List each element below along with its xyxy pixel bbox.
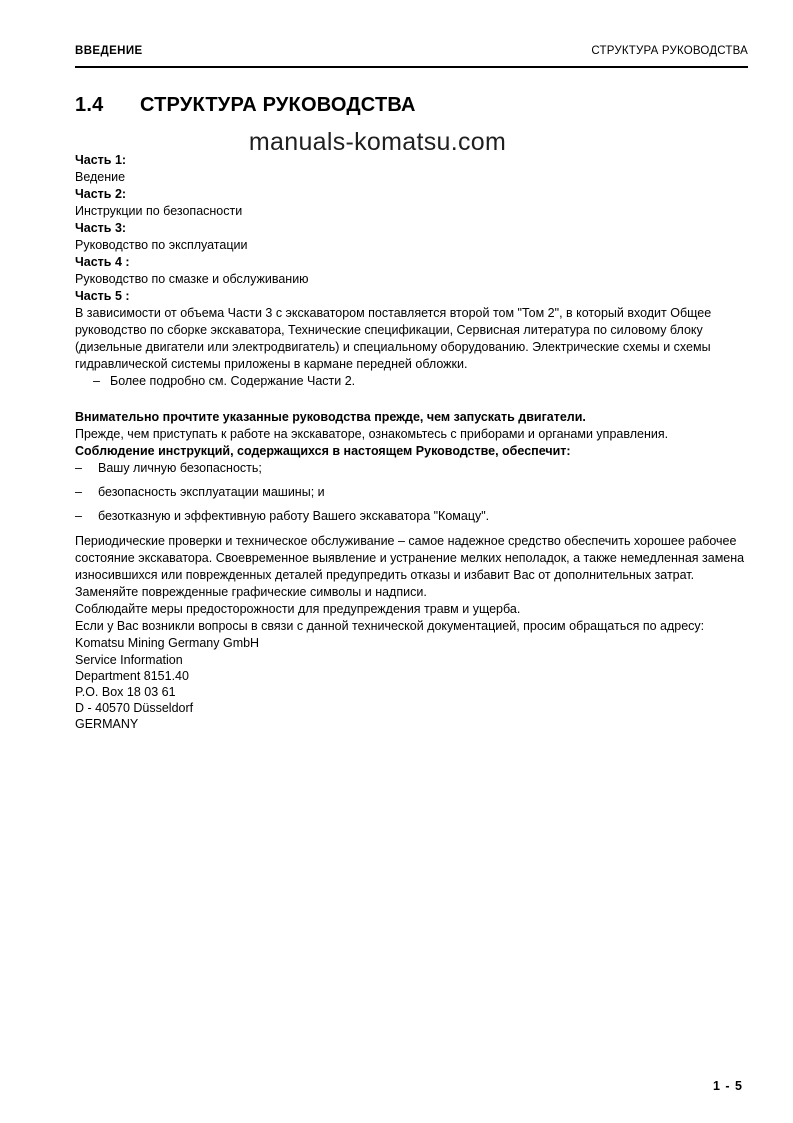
benefits-list [75, 460, 748, 525]
dash-marker: – [75, 485, 82, 499]
benefit-item [75, 484, 748, 501]
part-5-note-text: Более подробно см. Содержание Части 2. [110, 374, 356, 388]
section-number: 1.4 [75, 94, 104, 116]
part-4-label: Часть 4 : [75, 255, 130, 269]
address-line: D - 40570 Düsseldorf [75, 701, 194, 715]
part-2-label: Часть 2: [75, 187, 127, 201]
dash-marker: – [75, 461, 82, 475]
address-line: GERMANY [75, 717, 139, 731]
company-name: Komatsu Mining Germany GmbH [75, 636, 260, 650]
benefit-text: безопасность эксплуатации машины; и [98, 485, 325, 499]
header-left-title: ВВЕДЕНИЕ [75, 45, 143, 57]
paragraph-contact: Если у Вас возникли вопросы в связи с данной технической документацией, просим обращаться по адресу: [75, 619, 705, 633]
paragraph-symbols: Заменяйте поврежденные графические символы и надписи. [75, 585, 427, 599]
address-block [75, 652, 748, 732]
address-line: P.O. Box 18 03 61 [75, 685, 176, 699]
running-header [75, 45, 748, 57]
benefit-text: безотказную и эффективную работу Вашего экскаватора "Комацу". [98, 509, 490, 523]
document-body [75, 152, 748, 732]
paragraph-precautions: Соблюдайте меры предосторожности для предупреждения травм и ущерба. [75, 602, 521, 616]
part-2-body: Инструкции по безопасности [75, 204, 243, 218]
dash-marker: – [93, 374, 100, 388]
page-number: 1 - 5 [712, 1079, 743, 1093]
benefit-item [75, 508, 748, 525]
notice-compliance: Соблюдение инструкций, содержащихся в настоящем Руководстве, обеспечит: [75, 444, 571, 458]
part-4-body: Руководство по смазке и обслуживанию [75, 272, 309, 286]
part-3-label: Часть 3: [75, 221, 127, 235]
paragraph-familiarize: Прежде, чем приступать к работе на экскаваторе, ознакомьтесь с приборами и органами управления. [75, 427, 669, 441]
part-3-body: Руководство по эксплуатации [75, 238, 248, 252]
paragraph-maintenance: Периодические проверки и техническое обслуживание – самое надежное средство обеспечить хорошее рабочее состояние экскаватора. Своевременное выявление и устранение мелких неполадок, а также немедленная замена износившихся или поврежденных деталей предупредить отказы и избавит Вас от дополнительных затрат. [75, 534, 745, 582]
part-5-note-item [75, 373, 748, 390]
part-1-label: Часть 1: [75, 153, 127, 167]
page-title: СТРУКТУРА РУКОВОДСТВА [140, 94, 416, 116]
header-right-title: СТРУКТУРА РУКОВОДСТВА [591, 45, 748, 57]
dash-marker: – [75, 509, 82, 523]
address-line: Service Information [75, 653, 183, 667]
benefit-item [75, 460, 748, 477]
section-heading [75, 94, 748, 117]
part-1-body: Ведение [75, 170, 126, 184]
benefit-text: Вашу личную безопасность; [98, 461, 262, 475]
address-line: Department 8151.40 [75, 669, 189, 683]
header-rule [75, 66, 748, 68]
watermark-text: manuals-komatsu.com [248, 128, 507, 156]
notice-read-manuals: Внимательно прочтите указанные руководства прежде, чем запускать двигатели. [75, 410, 586, 424]
part-5-label: Часть 5 : [75, 289, 130, 303]
part-5-body: В зависимости от объема Части 3 с экскаватором поставляется второй том "Том 2", в который входит Общее руководство по сборке экскаватора, Технические спецификации, Сервисная литература по силовому блоку (дизельные двигатели или электродвигатель) и специальному оборудованию. Электрические схемы и схемы гидравлической системы приложены в кармане передней обложки. [75, 306, 712, 371]
